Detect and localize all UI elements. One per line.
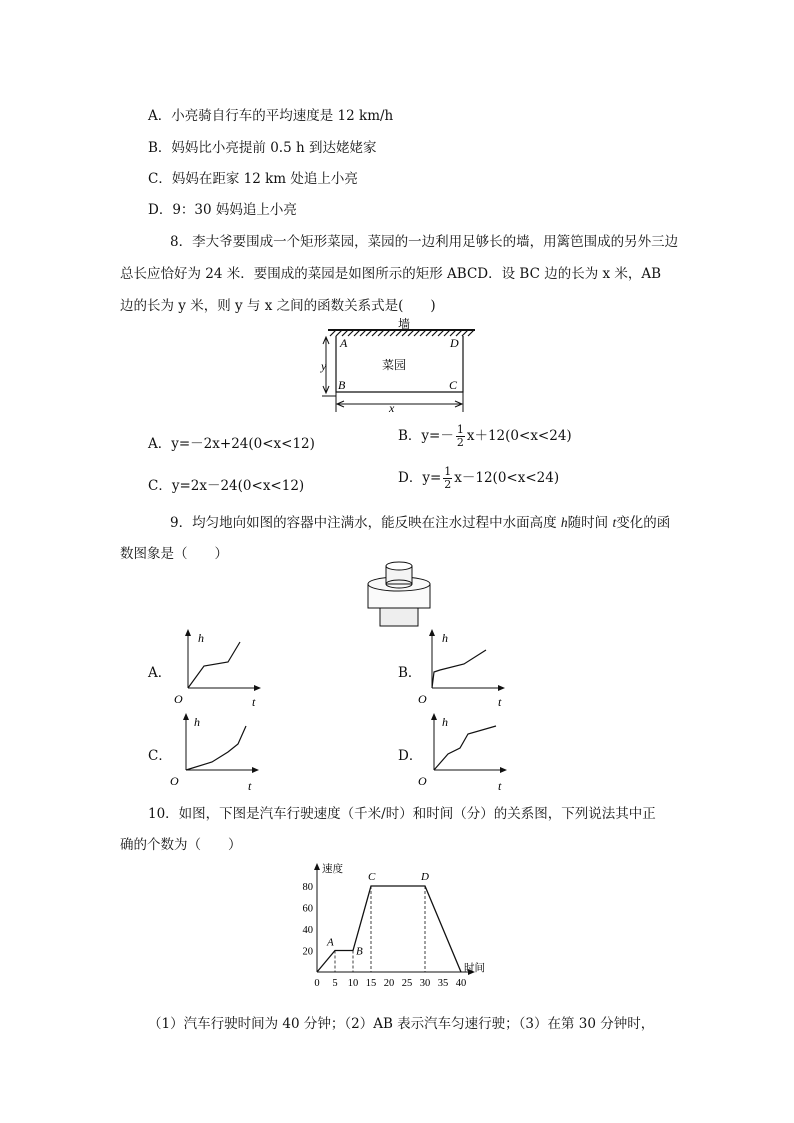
y-tick-label: 60 xyxy=(302,903,313,915)
q10-stem-line2: 确的个数为（ ） xyxy=(120,837,242,853)
svg-text:h: h xyxy=(194,715,200,729)
y-axis-label: 速度 xyxy=(322,864,343,875)
svg-text:h: h xyxy=(198,631,204,645)
svg-text:O: O xyxy=(170,774,179,788)
speed-series-line xyxy=(317,886,461,972)
x-tick-label: 0 xyxy=(314,978,320,989)
y-tick-label: 80 xyxy=(302,882,313,893)
q9-graph-a xyxy=(168,626,268,712)
q10-stem-line1: 10．如图，下图是汽车行驶速度（千米/时）和时间（分）的关系图，下列说法其中正 xyxy=(148,806,656,822)
x-axis-label: 时间 xyxy=(464,963,485,974)
q9-container-figure xyxy=(360,560,440,630)
q8-option-b: B．y=－ $\frac{1}{2}$ x＋12(0<x<24) xyxy=(398,423,572,449)
q7-option-c: C．妈妈在距家 12 km 处追上小亮 xyxy=(148,171,358,187)
q8-dim-y: y xyxy=(321,359,327,373)
q8-option-d: D．y= $\frac{1}{2}$ x－12(0<x<24) xyxy=(398,465,560,491)
x-tick-label: 40 xyxy=(455,978,467,989)
y-tick-label: 40 xyxy=(302,925,313,936)
q9-option-c-label: C． xyxy=(148,748,172,764)
svg-text:O: O xyxy=(418,774,427,788)
y-tick-label: 20 xyxy=(302,946,313,958)
point-label-b: B xyxy=(356,945,363,958)
q8-option-c: C．y=2x－24(0<x<12) xyxy=(148,478,305,494)
svg-text:t: t xyxy=(498,695,502,709)
q10-stem-line3: （1）汽车行驶时间为 40 分钟；（2）AB 表示汽车匀速行驶；（3）在第 30 分钟时， xyxy=(148,1016,655,1032)
q9-option-b-label: B． xyxy=(398,665,422,681)
q9-option-d-label: D． xyxy=(398,748,423,764)
x-tick-label: 35 xyxy=(437,978,449,989)
q9-option-a-label: A． xyxy=(148,665,172,681)
x-tick-label: 15 xyxy=(365,978,377,989)
q8-label-c: C xyxy=(449,378,458,392)
x-tick-label: 20 xyxy=(383,978,395,989)
svg-text:t: t xyxy=(248,779,252,793)
svg-text:t: t xyxy=(498,779,502,793)
svg-text:h: h xyxy=(442,631,448,645)
point-label-a: A xyxy=(327,936,334,949)
q8-garden-label: 菜园 xyxy=(382,358,407,372)
x-tick-label: 10 xyxy=(347,978,359,989)
svg-text:t: t xyxy=(252,695,256,709)
q8-wall-label: 墙 xyxy=(398,317,411,331)
svg-text:O: O xyxy=(174,692,183,706)
q8-label-d: D xyxy=(450,336,459,350)
q9-graph-d xyxy=(418,710,518,796)
q7-option-d: D．9：30 妈妈追上小亮 xyxy=(148,202,297,218)
q8-stem-line1: 8．李大爷要围成一个矩形菜园，菜园的一边利用足够长的墙，用篱笆围成的另外三边 xyxy=(170,234,679,250)
x-tick-label: 25 xyxy=(401,978,413,989)
q9-graph-c xyxy=(168,710,268,796)
q8-label-b: B xyxy=(338,378,346,392)
q8-stem-line2: 总长应恰好为 24 米．要围成的菜园是如图所示的矩形 ABCD．设 BC 边的长为 x 米，AB xyxy=(120,266,662,282)
q7-option-b: B．妈妈比小亮提前 0.5 h 到达姥姥家 xyxy=(148,140,377,156)
point-label-d: D xyxy=(421,871,429,883)
y-axis-arrow xyxy=(314,863,320,870)
q8-label-a: A xyxy=(340,336,348,350)
svg-text:O: O xyxy=(418,692,427,706)
q7-option-a: A．小亮骑自行车的平均速度是 12 km/h xyxy=(148,108,394,124)
q8-dim-x: x xyxy=(389,401,395,415)
x-tick-label: 5 xyxy=(332,978,338,989)
q8-garden-figure xyxy=(300,316,490,416)
q10-speed-time-chart xyxy=(296,856,506,996)
x-tick-label: 30 xyxy=(419,978,431,989)
point-label-c: C xyxy=(368,871,376,883)
q8-option-a: A．y=－2x+24(0<x<12) xyxy=(148,436,315,452)
q8-stem-line3: 边的长为 y 米，则 y 与 x 之间的函数关系式是( ) xyxy=(120,298,436,314)
q9-graph-b xyxy=(418,626,518,712)
q9-stem-line2: 数图象是（ ） xyxy=(120,546,228,562)
q9-stem-line1: 9．均匀地向如图的容器中注满水，能反映在注水过程中水面高度 h随时间 t变化的函 xyxy=(170,515,671,531)
svg-text:h: h xyxy=(442,715,448,729)
